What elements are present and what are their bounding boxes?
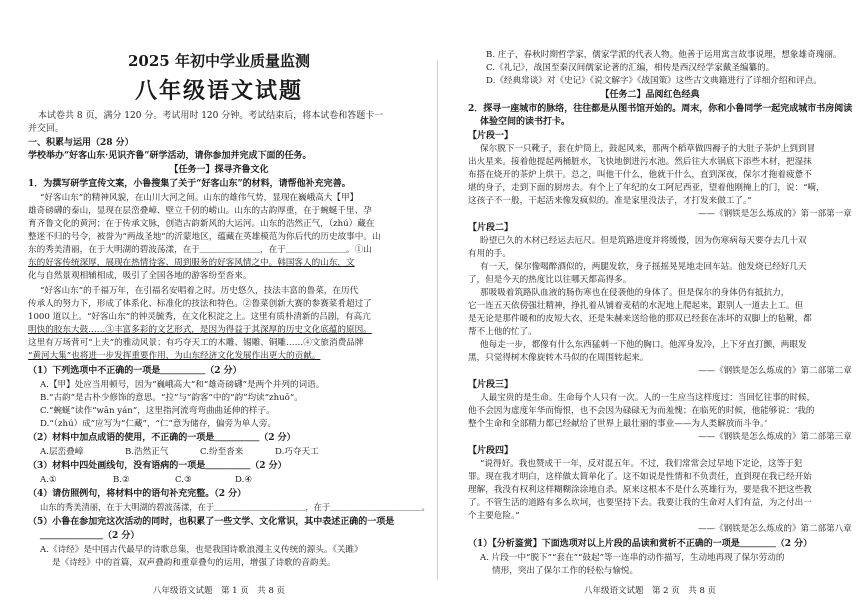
activity-intro: 学校举办“好客山东·见识齐鲁”研学活动，请你参加并完成下面的任务。 (28, 151, 312, 161)
fragment-4-heading: 【片段四】 (468, 446, 514, 456)
fragment-line: 那吸吸着筑路队血液的肠伤寒也在侵袭他的身体了。但是保尔的身体仍有抵抗力， (480, 288, 790, 298)
fragment-line: 罪。现在我才明白，这样做太简单化了。这不如说是性情和不负责任，直到现在我已经开始 (468, 472, 812, 482)
option-1-3-d: D.④ (235, 475, 253, 485)
fragment-line: 这孩子不一般，干起活来像发疯似的。准是家里没法子，才打发来做工了。” (468, 196, 752, 206)
notice-line-1: 本试卷共 8 页，满分 120 分。考试用时 120 分钟。考试结束后，将本试卷和答题卡一 (38, 111, 384, 121)
fragment-line: 帮不上他的忙了。 (468, 327, 537, 337)
fragment-line: 他不会因为虚度年华而悔恨，也不会因为碌碌无为而羞愧；在临死的时候，他能够说：‘我的 (468, 406, 815, 416)
fragment-line: 他每走一步，都像有什么东西猛刺一下他的胸口。他浑身发冷，上下牙直打颤，两眼发 (480, 340, 807, 350)
notice-line-2: 并交回。 (28, 124, 65, 134)
option-1-3-b: B.② (113, 475, 130, 485)
option-1-2-b: B.浩然正气 (125, 447, 169, 457)
fragment-3-source: ——《钢铁是怎么炼成的》第二部第三章 (698, 432, 852, 442)
material-line: 东的好客传统深厚，展现在热情待客、周到服务的好客风情之中。韩国客人的山东，文 (28, 258, 355, 268)
page-footer-left: 八年级语文试题 第 1 页 共 8 页 (152, 586, 286, 596)
option-1-2-c: C.纷至沓来 (200, 447, 244, 457)
fragment-line: “说得好。我也赞成干一年，反对混五年。不过，我们常常会过早地下定论，这等于犯 (480, 459, 803, 469)
question-1-4: （4）请仿照例句，将材料中的语句补充完整。（2 分） (28, 489, 247, 499)
option-1-2-d: D.巧夺天工 (275, 447, 319, 457)
fragment-line: 黑，只觉得树木像旋转木马似的在周围转起来。 (468, 353, 649, 363)
fragment-line: 保尔脱下一只靴子，套在炉筒上，鼓起风来，那两个稻草做四褥子的大肚子茶炉上到到冒 (480, 144, 816, 154)
option-1-3-c: C.③ (175, 475, 192, 485)
exam-title: 八年级语文试题 (134, 78, 303, 104)
option-1-5-d: D.《经典常谈》对《史记》《说文解字》《战国策》这些古文典籍进行了详细介绍和评点。 (486, 76, 822, 86)
fragment-1-source: ——《钢铁是怎么炼成的》第一部第一章 (698, 209, 852, 219)
material-line: 这里有万场背可“上夫”的雅动风景；有巧夺天工的木雕、锡雕、铜雕……④文旅消费品牌 (28, 338, 364, 348)
option-1-5-b: B. 庄子，春秋时期哲学家，儒家学派的代表人物。他善于运用寓言故事说理，想象雄奇瑰丽。 (486, 50, 842, 60)
question-1-2: （2）材料中加点成语的使用，不正确的一项是＿＿＿＿＿（2 分） (28, 433, 296, 443)
option-1-1-c: C.“蜿蜒”读作“wān yán”，这里指河流弯弯曲曲延伸的样子。 (40, 406, 275, 416)
fragment-line: 人最宝贵的是生命。生命每个人只有一次。人的一生应当这样度过：当回忆往事的时候， (480, 393, 816, 403)
fragment-line: 有一天，保尔像喝醉酒似的，两腿发软，身子摇摇晃晃地走回车站。他发烧已经好几天 (480, 262, 807, 272)
fragment-line: 布搭在烧开的茶炉上烘干。总之，叫他干什么，他就干什么，直到深夜，保尔才拖着疲惫不 (468, 170, 812, 180)
material-line: 东的秀美清丽，在于大明湖的碧波荡漾，在于＿＿＿＿＿＿＿，在于＿＿＿＿＿＿＿。①山 (28, 245, 372, 255)
option-1-5-a-line-1: A.《诗经》是中国古代最早的诗歌总集，也是我国诗歌浪漫主义传统的源头。《关雎》 (40, 545, 363, 555)
material-line: 1000 道以上。“好客山东”的钟灵毓秀，在文化积淀之上。这里有质朴清新的吕剧，有高亢 (28, 312, 371, 322)
material-line: “好客山东”的精神风貌，在山川大河之间。山东的雄伟气势，显现在巍峨高大【甲】 (40, 193, 359, 203)
fragment-line: 出火星来。接着他提起两桶脏水，飞快地倒进污水池。然后往大水锅底下添些木材，把湿抹 (468, 157, 812, 167)
fragment-line: 整个生命和全部精力都已经献给了世界上最壮丽的事业——为人类解放而斗争。’ (468, 419, 768, 429)
fragment-line: 了，但是今天的热度比以往哪天都高得多。 (468, 275, 632, 285)
task-one-heading: 【任务一】探寻齐鲁文化 (169, 165, 269, 175)
material-line: 传承人的努力下，形成了体系化、标准化的技法和特色。②鲁菜创新大赛的参赛菜肴超过了 (28, 299, 372, 309)
question-1-stem: 1．为撰写研学宣传文案，小鲁搜集了关于“好客山东”的材料，请帮他补充完善。 (28, 179, 351, 189)
option-1-1-a: A.【甲】处应当用顿号，因为“巍峨高大”和“雄奇磅礴”是两个并列的词语。 (40, 380, 325, 390)
fragment-line: 个主要危险。” (468, 511, 520, 521)
material-line: 明快的胶东大鼓……③丰富多彩的文艺形式，是因为得益于其深厚的历史文化底蕴的原因。 (28, 325, 372, 335)
fragment-2-source: ——《钢铁是怎么炼成的》第二部第二章 (698, 366, 852, 376)
option-1-5-c: C.《礼记》，战国至秦汉间儒家论著的汇编，相传是西汉经学家戴圣编纂的。 (486, 63, 775, 73)
option-1-2-a: A.层峦叠嶂 (40, 447, 84, 457)
fragment-line: 它一连五天依傍强壮精神，挣扎着从铺着麦秸的水泥地上爬起来，跟别人一道去上工。但 (468, 301, 804, 311)
question-1-1: （1）下列选项中不正确的一项是＿＿＿＿＿（2 分） (28, 366, 242, 376)
question-1-3: （3）材料中四处画线句，没有语病的一项是＿＿＿＿＿（2 分） (28, 461, 287, 471)
material-line: “好客山东”的千福万年，在引福名安唱着之时。历史悠久，技法丰富的鲁菜，在历代 (40, 286, 359, 296)
option-1-1-d: D.“（zhú）成”应写为“仁藏”，“仁”意为储存，偏旁为单人旁。 (40, 419, 277, 429)
fragment-line: 理解，我没有权利这样糊糊涂涂地自杀。原来这根本不是什么英雄行为，要是我不把这些教 (468, 485, 812, 495)
question-2-stem-1: 2．探寻一座城市的脉络，往往都是从图书馆开始的。周末，你和小鲁同学一起完成城市书房阅读 (468, 104, 853, 114)
fragment-1-heading: 【片段一】 (468, 131, 514, 141)
section-one-heading: 一、积累与运用（28 分） (28, 138, 134, 148)
option-2-1-a-line-1: A. 片段一中“脱下”“套在”“鼓起”等一连串的动作描写，生动地再现了保尔劳动的 (480, 553, 785, 563)
task-two-heading: 【任务二】品阅红色经典 (600, 90, 700, 100)
question-1-5-blank: ＿＿＿＿＿＿＿（2 分） (40, 531, 140, 541)
question-2-stem-2: 体验空间的读书打卡。 (480, 117, 571, 127)
material-line: 化与自然景观相辅相成，吸引了全国各地的游客纷至沓来。 (28, 271, 252, 281)
material-line: 雄奇磅礴的泰山，显现在层峦叠嶂、壁立千仞的崂山。山东的古韵厚重，在于蜿蜒千里、孕 (28, 206, 372, 216)
option-1-3-a: A.① (40, 475, 57, 485)
option-2-1-a-line-2: 情形，突出了保尔工作的轻松与愉悦。 (492, 566, 639, 576)
option-1-5-a-line-2: 是《诗经》中的首篇，双声叠韵和重章叠句的运用，增强了诗歌的音韵美。 (52, 558, 336, 568)
right-page (440, 0, 860, 608)
question-2-1: （1）【分析鉴赏】下面选项对以上片段的品读和赏析不正确的一项是＿＿＿＿（2 分） (468, 539, 813, 549)
fragment-3-heading: 【片段三】 (468, 380, 514, 390)
material-line: “黄河大集”也将进一步发挥重要作用，为山东经济文化发展作出更大的贡献。 (28, 351, 321, 361)
exam-year: 2025 年初中学业质量监测 (128, 52, 310, 70)
page-footer-right: 八年级语文试题 第 2 页 共 8 页 (583, 586, 717, 596)
option-1-1-b: B.“古韵”是古朴少修饰的意思。“拉”与“韵客”中的“韵”均读“zhuō”。 (40, 393, 303, 403)
fragment-line: 有用的手。 (468, 249, 511, 259)
fragment-line: 堪的身子，走到下面的厨房去。有个上了年纪的女工阿尼西亚，望着他刚掩上的门，说：“嗬， (468, 183, 825, 193)
material-line: 育齐鲁文化的黄河；在于传承文脉，创造古韵新风的大运河。山东的浩然正气，（zhú）藏在 (28, 219, 375, 229)
question-1-4-sentence: 山东的秀美清丽，在于大明湖的碧波荡漾，在于＿＿＿＿＿＿＿＿＿＿＿，在于＿＿＿＿＿＿＿＿＿＿＿。 (40, 503, 430, 513)
fragment-line: 是无论是那件暖和的皮短大衣，还是朱赫来送给他的那双已经套在冻坏的双脚上的毡靴，都 (468, 314, 812, 324)
fragment-4-source: ——《钢铁是怎么炼成的》第二部第八章 (698, 524, 852, 534)
question-1-5: （5）小鲁在参加完这次活动的同时，也积累了一些文学、文化常识，其中表述正确的一项是 (28, 517, 395, 527)
fragment-line: 了。不管生活的道路有多么坎坷，也要坚持下去。我要让我的生命对人们有益，为之付出一 (468, 498, 812, 508)
fragment-2-heading: 【片段二】 (468, 223, 514, 233)
fragment-line: 盼望已久的木材已经运去厄尺。但是筑路进度并将缓慢，因为伤寒病每天要夺去几十双 (480, 236, 807, 246)
material-line: 整迷不归的号令，被誉为“两战圣地”的沂蒙地区，蕴藏在英雄模范为你后代的历史故事中。山 (28, 232, 381, 242)
